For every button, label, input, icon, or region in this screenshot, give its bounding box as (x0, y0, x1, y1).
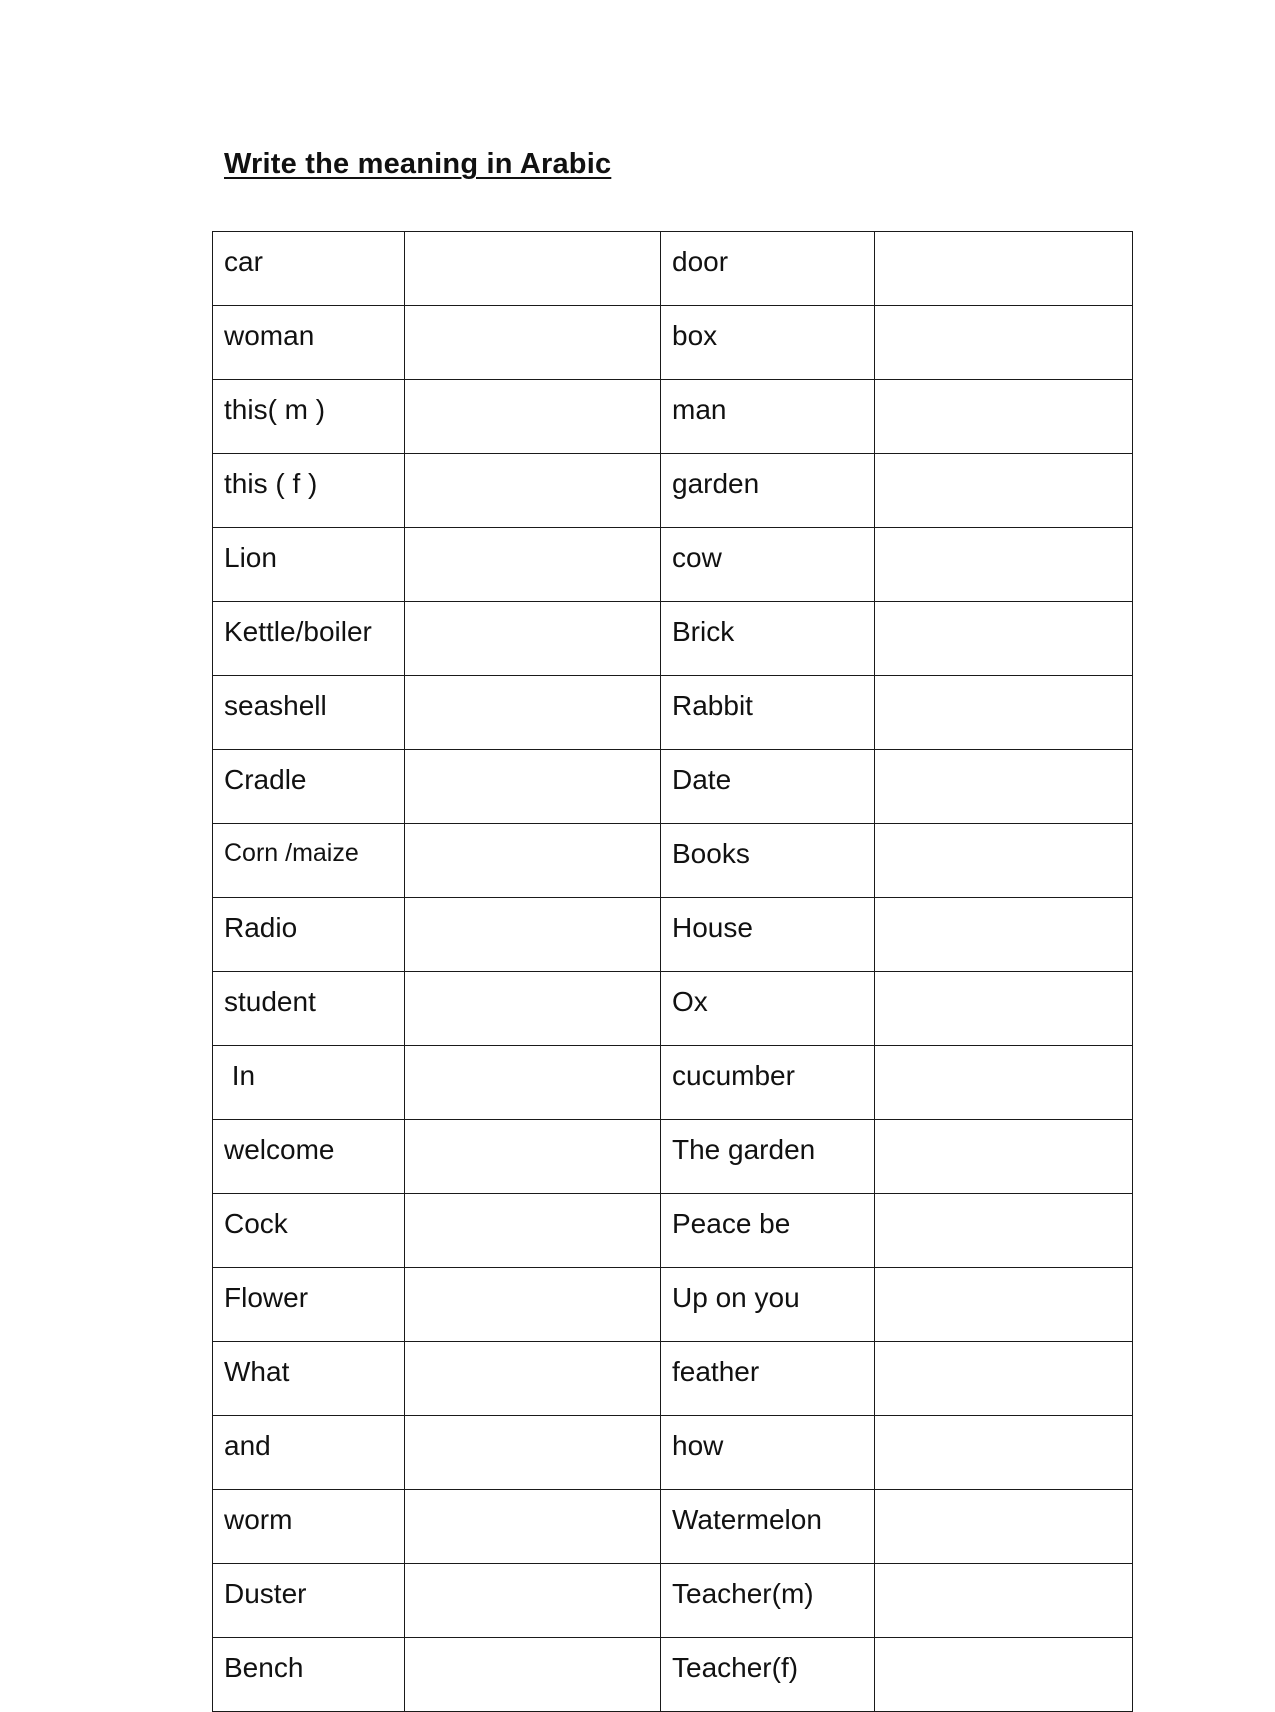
english-word-left: Duster (213, 1564, 405, 1638)
english-word-right: man (661, 380, 875, 454)
table-row (213, 232, 1133, 306)
arabic-answer-cell-right[interactable] (875, 602, 1133, 676)
english-word-left: and (213, 1416, 405, 1490)
english-word-right: Date (661, 750, 875, 824)
english-word-left: student (213, 972, 405, 1046)
english-word-right: Watermelon (661, 1490, 875, 1564)
table-row (213, 602, 1133, 676)
english-word-left: Kettle/boiler (213, 602, 405, 676)
english-word-right: Peace be (661, 1194, 875, 1268)
english-word-right: door (661, 232, 875, 306)
english-word-right: cow (661, 528, 875, 602)
arabic-answer-cell-left[interactable] (405, 602, 661, 676)
english-word-right: garden (661, 454, 875, 528)
table-row (213, 750, 1133, 824)
arabic-answer-cell-left[interactable] (405, 1268, 661, 1342)
arabic-answer-cell-right[interactable] (875, 972, 1133, 1046)
english-word-left: Corn /maize (213, 824, 405, 898)
table-row (213, 1564, 1133, 1638)
english-word-left: woman (213, 306, 405, 380)
arabic-answer-cell-left[interactable] (405, 306, 661, 380)
arabic-answer-cell-left[interactable] (405, 898, 661, 972)
english-word-left: Cock (213, 1194, 405, 1268)
arabic-answer-cell-right[interactable] (875, 232, 1133, 306)
table-row (213, 898, 1133, 972)
arabic-answer-cell-right[interactable] (875, 676, 1133, 750)
english-word-right: Rabbit (661, 676, 875, 750)
arabic-answer-cell-left[interactable] (405, 972, 661, 1046)
arabic-answer-cell-right[interactable] (875, 1490, 1133, 1564)
arabic-answer-cell-right[interactable] (875, 1638, 1133, 1712)
table-row (213, 1046, 1133, 1120)
arabic-answer-cell-right[interactable] (875, 528, 1133, 602)
english-word-left: Lion (213, 528, 405, 602)
page-title: Write the meaning in Arabic (224, 148, 612, 180)
english-word-right: Books (661, 824, 875, 898)
english-word-right: The garden (661, 1120, 875, 1194)
table-row (213, 380, 1133, 454)
arabic-answer-cell-left[interactable] (405, 1638, 661, 1712)
arabic-answer-cell-right[interactable] (875, 898, 1133, 972)
arabic-answer-cell-left[interactable] (405, 1416, 661, 1490)
arabic-answer-cell-right[interactable] (875, 824, 1133, 898)
english-word-left: Bench (213, 1638, 405, 1712)
english-word-right: cucumber (661, 1046, 875, 1120)
arabic-answer-cell-left[interactable] (405, 676, 661, 750)
arabic-answer-cell-left[interactable] (405, 232, 661, 306)
english-word-left: What (213, 1342, 405, 1416)
english-word-left: Flower (213, 1268, 405, 1342)
english-word-right: Teacher(m) (661, 1564, 875, 1638)
arabic-answer-cell-right[interactable] (875, 1046, 1133, 1120)
arabic-answer-cell-right[interactable] (875, 454, 1133, 528)
table-row (213, 306, 1133, 380)
table-row (213, 454, 1133, 528)
arabic-answer-cell-left[interactable] (405, 454, 661, 528)
english-word-left: car (213, 232, 405, 306)
arabic-answer-cell-right[interactable] (875, 1564, 1133, 1638)
english-word-left: this( m ) (213, 380, 405, 454)
english-word-right: box (661, 306, 875, 380)
english-word-right: how (661, 1416, 875, 1490)
table-row (213, 1342, 1133, 1416)
arabic-answer-cell-left[interactable] (405, 1490, 661, 1564)
english-word-right: Teacher(f) (661, 1638, 875, 1712)
arabic-answer-cell-right[interactable] (875, 1342, 1133, 1416)
arabic-answer-cell-left[interactable] (405, 1194, 661, 1268)
table-row (213, 1490, 1133, 1564)
arabic-answer-cell-left[interactable] (405, 1120, 661, 1194)
english-word-left: seashell (213, 676, 405, 750)
table-row (213, 824, 1133, 898)
arabic-answer-cell-left[interactable] (405, 1046, 661, 1120)
table-row (213, 1268, 1133, 1342)
arabic-answer-cell-right[interactable] (875, 750, 1133, 824)
table-row (213, 1416, 1133, 1490)
arabic-answer-cell-left[interactable] (405, 750, 661, 824)
english-word-left: Cradle (213, 750, 405, 824)
english-word-left: In (213, 1046, 405, 1120)
arabic-answer-cell-left[interactable] (405, 824, 661, 898)
table-row (213, 1638, 1133, 1712)
english-word-left: Radio (213, 898, 405, 972)
english-word-right: House (661, 898, 875, 972)
english-word-left: this ( f ) (213, 454, 405, 528)
arabic-answer-cell-right[interactable] (875, 1416, 1133, 1490)
english-word-right: Brick (661, 602, 875, 676)
vocabulary-table (212, 231, 1133, 1712)
table-row (213, 1194, 1133, 1268)
english-word-right: feather (661, 1342, 875, 1416)
arabic-answer-cell-left[interactable] (405, 1342, 661, 1416)
table-row (213, 528, 1133, 602)
arabic-answer-cell-left[interactable] (405, 380, 661, 454)
english-word-right: Ox (661, 972, 875, 1046)
arabic-answer-cell-right[interactable] (875, 1120, 1133, 1194)
arabic-answer-cell-left[interactable] (405, 1564, 661, 1638)
table-row (213, 1120, 1133, 1194)
arabic-answer-cell-right[interactable] (875, 1194, 1133, 1268)
arabic-answer-cell-right[interactable] (875, 380, 1133, 454)
english-word-left: welcome (213, 1120, 405, 1194)
arabic-answer-cell-left[interactable] (405, 528, 661, 602)
arabic-answer-cell-right[interactable] (875, 306, 1133, 380)
english-word-left: worm (213, 1490, 405, 1564)
arabic-answer-cell-right[interactable] (875, 1268, 1133, 1342)
english-word-right: Up on you (661, 1268, 875, 1342)
table-row (213, 676, 1133, 750)
table-row (213, 972, 1133, 1046)
